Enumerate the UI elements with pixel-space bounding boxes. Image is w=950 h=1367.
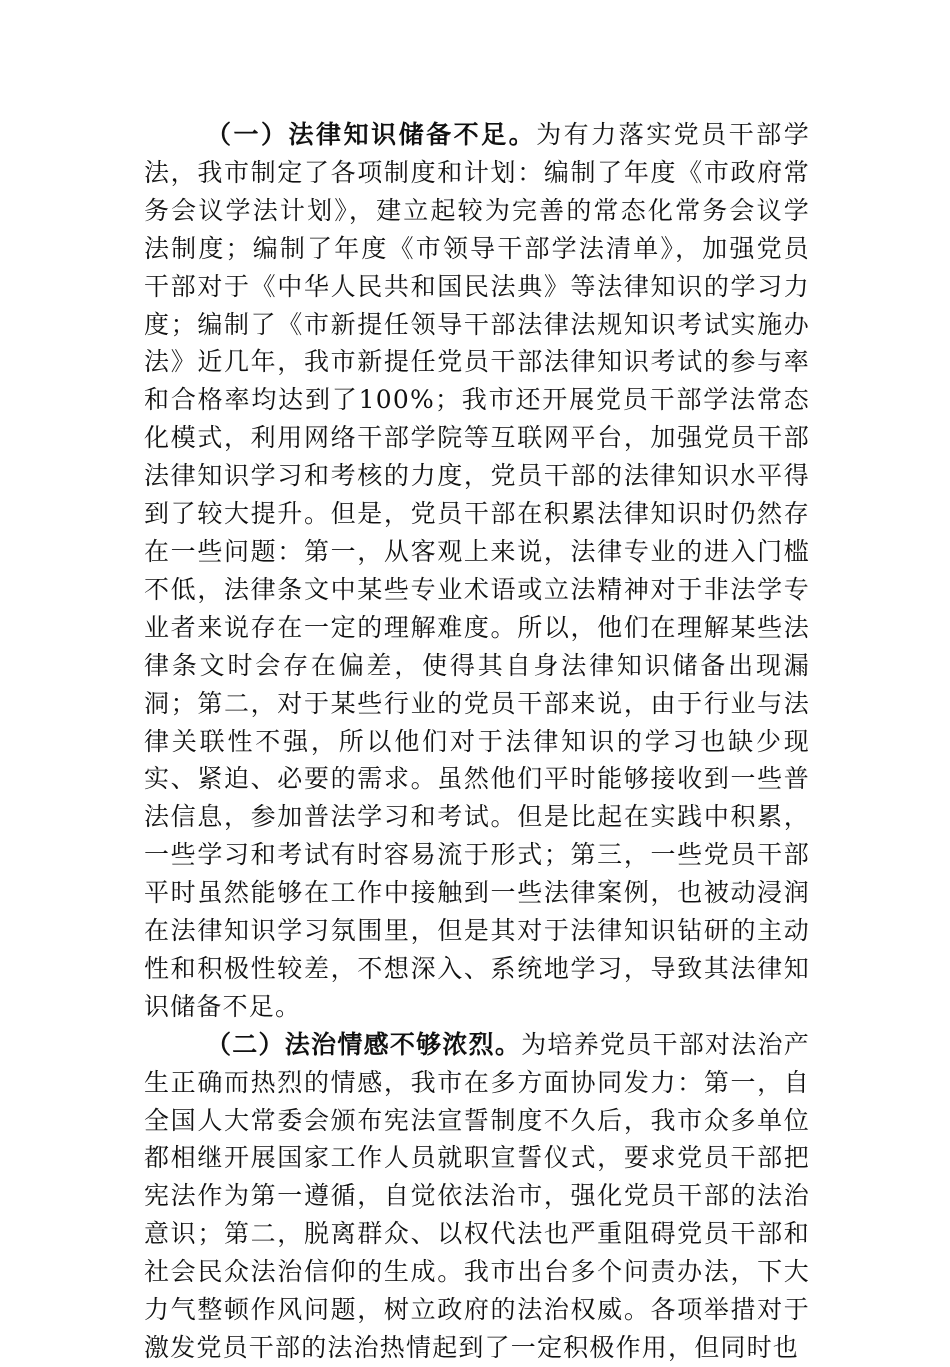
paragraph-text: 为有力落实党员干部学法，我市制定了各项制度和计划：编制了年度《市政府常务会议学法计划》，建立起较为完善的常态化常务会议学法制度；编制了年度《市领导干部学法清单》，加强党员干部对于《中华人民共和国民法典》等法律知识的学习力度；编制了《市新提任领导干部法律法规知识考试实施办法》近几年，我市新提任党员干部法律知识考试的参与率和合格率均达到了100%；我市还开展党员干部学法常态化模式，利用网络干部学院等互联网平台，加强党员干部法律知识学习和考核的力度，党员干部的法律知识水平得到了较大提升。但是，党员干部在积累法律知识时仍然存在一些问题：第一，从客观上来说，法律专业的进入门槛不低，法律条文中某些专业术语或立法精神对于非法学专业者来说存在一定的理解难度。所以，他们在理解某些法律条文时会存在偏差，使得其自身法律知识储备出现漏洞；第二，对于某些行业的党员干部来说，由于行业与法律关联性不强，所以他们对于法律知识的学习也缺少现实、紧迫、必要的需求。虽然他们平时能够接收到一些普法信息，参加普法学习和考试。但是比起在实践中积累，一些学习和考试有时容易流于形式；第三，一些党员干部平时虽然能够在工作中接触到一些法律案例，也被动浸润在法律知识学习氛围里，但是其对于法律知识钻研的主动性和积极性较差，不想深入、系统地学习，导致其法律知识储备不足。	[144, 120, 810, 1021]
document-body	[144, 116, 810, 1367]
paragraph-text: 为培养党员干部对法治产生正确而热烈的情感，我市在多方面协同发力：第一，自全国人大常委会颁布宪法宣誓制度不久后，我市众多单位都相继开展国家工作人员就职宣誓仪式，要求党员干部把宪法作为第一遵循，自觉依法治市，强化党员干部的法治意识；第二，脱离群众、以权代法也严重阻碍党员干部和社会民众法治信仰的生成。我市出台多个问责办法，下大力气整顿作风问题，树立政府的法治权威。各项举措对于激发党员干部的法治热情起到了一定积极作用，但同时也	[144, 1029, 811, 1362]
paragraph-heading: （一）法律知识储备不足。	[206, 120, 537, 149]
paragraph-rule-of-law-emotion	[144, 1026, 810, 1367]
paragraph-heading: （二）法治情感不够浓烈。	[206, 1029, 522, 1059]
paragraph-legal-knowledge	[144, 116, 810, 1026]
